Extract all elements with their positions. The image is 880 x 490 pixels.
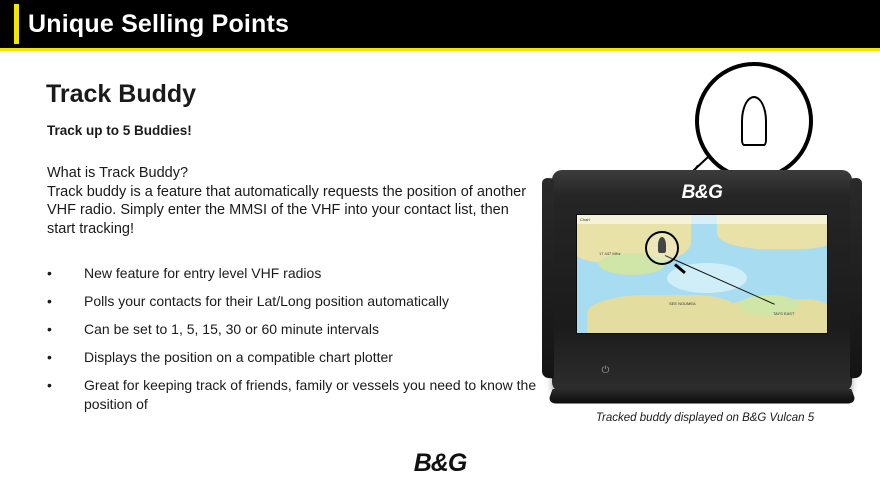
list-item	[47, 348, 542, 367]
list-item	[47, 376, 542, 414]
body-paragraph	[47, 164, 527, 238]
figure-caption: Tracked buddy displayed on B&G Vulcan 5	[595, 412, 815, 424]
land-mass	[587, 295, 737, 334]
device-brand-logo: B&G	[681, 182, 723, 203]
chart-plotter-device	[552, 170, 852, 392]
list-item-label: Displays the position on a compatible chart plotter	[84, 349, 393, 365]
list-item-label: New feature for entry level VHF radios	[84, 265, 322, 281]
list-item-label: Can be set to 1, 5, 15, 30 or 60 minute intervals	[84, 321, 379, 337]
list-item-label: Great for keeping track of friends, family or vessels you need to know the position of	[84, 377, 537, 412]
callout-circle	[695, 62, 813, 180]
device-stand	[547, 389, 856, 403]
list-item	[47, 292, 542, 311]
bullet-marker-icon: •	[47, 377, 52, 393]
section-title: Track Buddy	[46, 80, 197, 108]
list-item	[47, 264, 542, 283]
screen-topbar: Chart	[577, 215, 827, 224]
boat-icon	[741, 96, 767, 146]
chart-label: TAYS EAST	[773, 311, 795, 316]
list-item	[47, 320, 542, 339]
paragraph-question: What is Track Buddy?	[47, 165, 189, 181]
list-item-label: Polls your contacts for their Lat/Long position automatically	[84, 293, 449, 309]
paragraph-text: Track buddy is a feature that automatically requests the position of another VHF radio. Simply enter the MMSI of the VHF into your contact list, then start tracking!	[47, 183, 527, 237]
chart-label: SEE NOUMEA	[669, 301, 696, 306]
magnifier-circle-icon	[645, 231, 679, 265]
footer-logo: B&G	[413, 449, 467, 477]
device-screen	[576, 214, 828, 334]
device-illustration	[545, 62, 865, 432]
page-title: Unique Selling Points	[28, 10, 290, 38]
header-bar	[0, 0, 880, 48]
section-subtitle: Track up to 5 Buddies!	[47, 123, 192, 138]
header-underline	[0, 48, 880, 51]
bullet-marker-icon: •	[47, 349, 52, 365]
header-accent-bar	[14, 4, 19, 44]
bullet-list	[47, 264, 542, 423]
power-button[interactable]: ⏻	[601, 365, 610, 376]
bullet-marker-icon: •	[47, 293, 52, 309]
bullet-marker-icon: •	[47, 265, 52, 281]
chart-label: 17 447 MHz	[599, 251, 621, 256]
bullet-marker-icon: •	[47, 321, 52, 337]
